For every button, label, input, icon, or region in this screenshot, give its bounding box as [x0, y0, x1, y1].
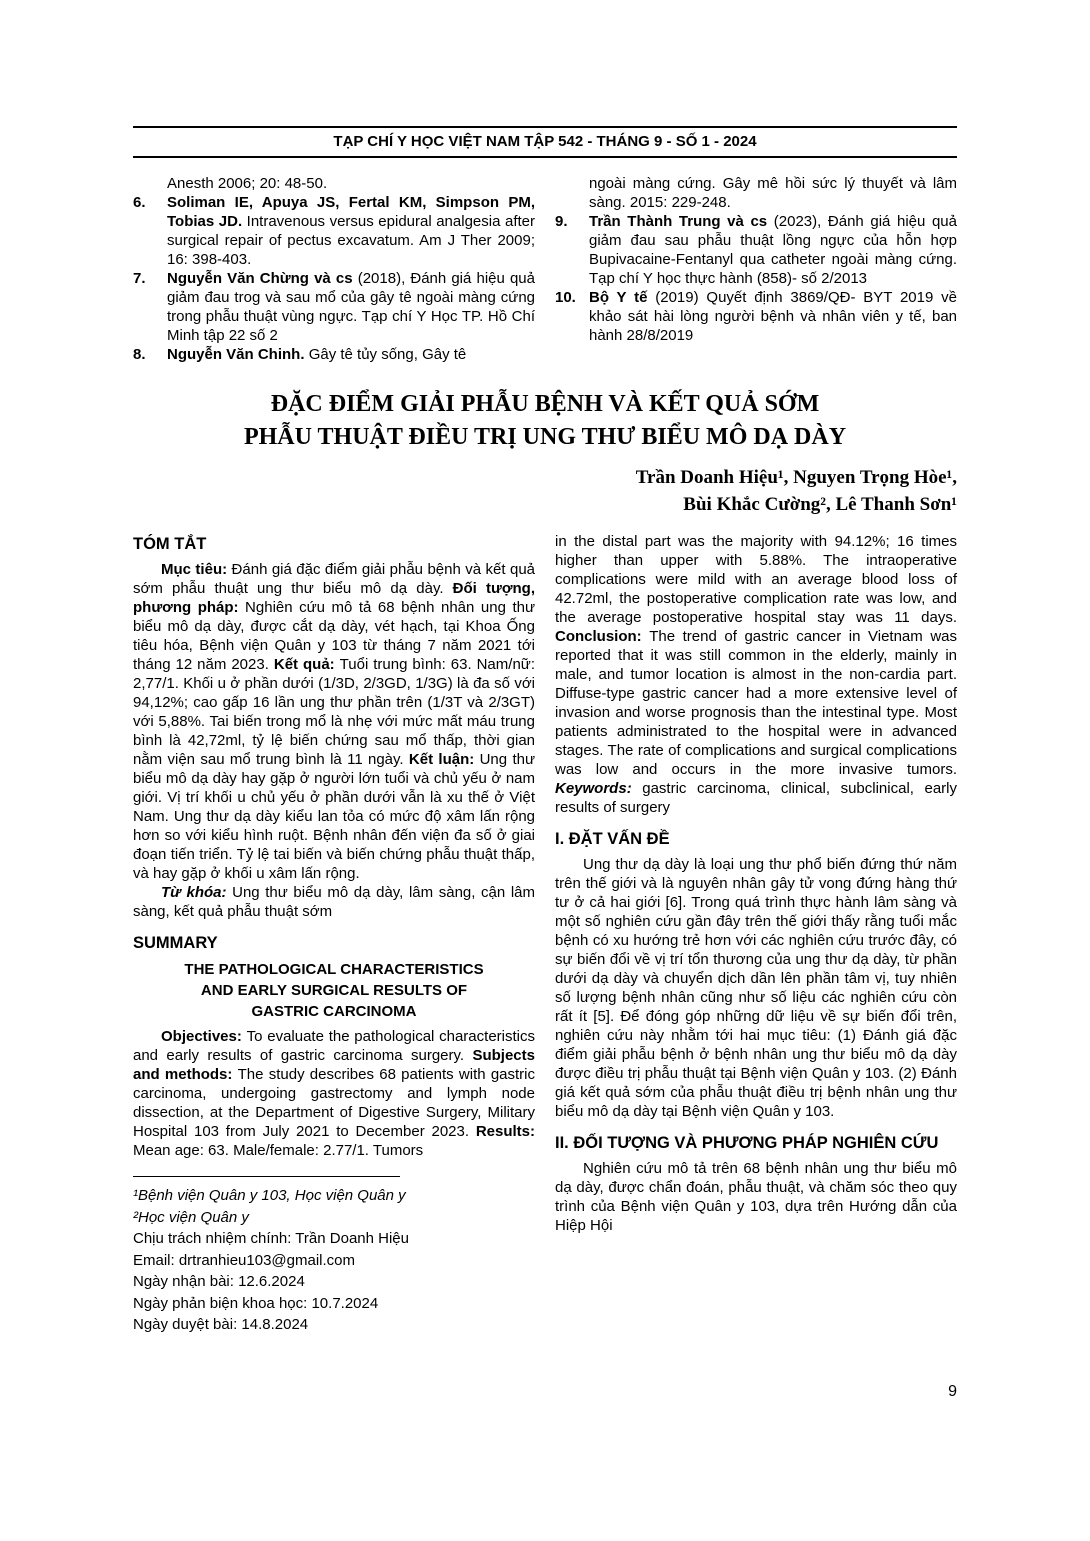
- footnote-review-date: Ngày phản biện khoa học: 10.7.2024: [133, 1294, 379, 1312]
- reference-continuation: [555, 174, 957, 212]
- reference-text: Trần Thành Trung và cs (2023), Đánh giá hiệu quả giảm đau sau phẫu thuật lồng ngực của hỗn hợp Bupivacaine-Fentanyl qua catheter ngoài màng cứng. Tạp chí Y học thực hành (858)- số 2/2013: [589, 213, 957, 287]
- reference-item-9: [555, 212, 957, 288]
- references-right-column: [555, 174, 957, 364]
- reference-item-8: [133, 345, 535, 364]
- references-left-column: [133, 174, 535, 364]
- reference-item-7: [133, 269, 535, 345]
- footnote-separator: [133, 1176, 400, 1177]
- right-column: [555, 532, 957, 1336]
- abstract-en-body-left: Objectives: To evaluate the pathological characteristics and early results of gastric carcinoma surgery. Subjects and methods: The study describes 68 patients with gastric carcinoma, undergoing gastrectomy and lymph node dissection, at the Department of Digestive Surgery, Military Hospital 103 from July 2021 to December 2023. Results: Mean age: 63. Male/female: 2.77/1. Tumors: [133, 1028, 535, 1159]
- footnote-accepted-date: Ngày duyệt bài: 14.8.2024: [133, 1316, 309, 1333]
- abstract-vi-keywords: Từ khóa: Ung thư biểu mô dạ dày, lâm sàng, cận lâm sàng, kết quả phẫu thuật sớm: [133, 884, 535, 920]
- left-column: [133, 532, 535, 1336]
- abstract-en-heading: SUMMARY: [133, 934, 218, 952]
- authors-line-1: Trần Doanh Hiệu¹, Nguyen Trọng Hòe¹,: [635, 467, 957, 488]
- footnote-affiliation-2: ²Học viện Quân y: [133, 1208, 249, 1226]
- references-section: [133, 174, 957, 364]
- journal-header-title: TẠP CHÍ Y HỌC VIỆT NAM TẬP 542 - THÁNG 9 - SỐ 1 - 2024: [333, 133, 757, 150]
- reference-text: Nguyễn Văn Chừng và cs (2018), Đánh giá hiệu quả giảm đau trog và sau mổ của gây tê ngoài màng cứng trong phẫu thuật vùng ngực. Tạp chí Y Học TP. Hồ Chí Minh tập 22 số 2: [167, 270, 535, 344]
- article-title-line-2: PHẪU THUẬT ĐIỀU TRỊ UNG THƯ BIỂU MÔ DẠ DÀY: [243, 424, 847, 450]
- reference-item-10: [555, 288, 957, 345]
- abstract-en-body-right: in the distal part was the majority with 94.12%; 16 times higher than upper with 5.88%. The intraoperative complications were mild with an average blood loss of 42.72ml, the postoperative complication rate was low, and the average postoperative hospital stay was 11 days. Conclusion: The trend of gastric cancer in Vietnam was reported that it was still common in the elderly, mainly in male, and tumor location is almost in the non-cardia part. Diffuse-type gastric cancer had a more extensive level of invasion and worse prognosis than the intestinal type. Most patients administrated to the hospital were in advanced stages. The rate of complications and surgical complications was low and occurs in the more invasive tumors. Keywords: gastric carcinoma, clinical, subclinical, early results of surgery: [555, 533, 958, 816]
- reference-item-6: [133, 193, 535, 269]
- section-1-heading: I. ĐẶT VẤN ĐỀ: [555, 830, 670, 848]
- footnote-affiliation-1: ¹Bệnh viện Quân y 103, Học viện Quân y: [133, 1187, 406, 1204]
- abstract-vi-body: Mục tiêu: Đánh giá đặc điểm giải phẫu bệnh và kết quả sớm phẫu thuật ung thư biểu mô dạ dày. Đối tượng, phương pháp: Nghiên cứu mô tả 68 bệnh nhân ung thư biểu mô dạ dày, được cắt dạ dày, vét hạch, tại Khoa Ống tiêu hóa, Bệnh viện Quân y 103 từ tháng 7 năm 2021 tới tháng 12 năm 2023. Kết quả: Tuổi trung bình: 63. Nam/nữ: 2,77/1. Khối u ở phần dưới (1/3D, 2/3GD, 1/3G) là đa số với 94,12%; cao gấp 16 lần ung thư phần trên (1/3T và 2/3GT) với 5,88%. Tai biến trong mổ là nhẹ với mức mất máu trung bình là 42,72ml, tỷ lệ biến chứng sau mổ thấp, thời gian nằm viện sau mổ trung bình là 11 ngày. Kết luận: Ung thư biểu mô dạ dày hay gặp ở người lớn tuổi và chủ yếu ở nam giới. Vị trí khối u chủ yếu ở phần dưới vẫn là xu thế ở Việt Nam. Ung thư dạ dày kiểu lan tỏa có mức độ xâm lấn rộng hơn so với kiểu hình ruột. Bệnh nhân đến viện đa số ở giai đoạn tiến triển. Tỷ lệ tai biến và biến chứng phẫu thuật thấp, và hay gặp ở khối u xâm lấn rộng.: [133, 561, 535, 882]
- reference-number: [555, 174, 589, 212]
- reference-text: Soliman IE, Apuya JS, Fertal KM, Simpson PM, Tobias JD. Intravenous versus epidural analgesia after surgical repair of pectus excavatum. Am J Ther 2009; 16: 398-403.: [167, 194, 535, 268]
- abstract-en-title: [133, 959, 535, 1022]
- article-body: [133, 532, 957, 1336]
- abstract-en-title-line-1: THE PATHOLOGICAL CHARACTERISTICS: [184, 961, 484, 978]
- authors-line-2: Bùi Khắc Cường², Lê Thanh Sơn¹: [683, 494, 957, 515]
- journal-header: [133, 126, 957, 158]
- reference-text: Anesth 2006; 20: 48-50.: [167, 175, 328, 192]
- reference-number: 9.: [555, 213, 568, 230]
- abstract-en-title-line-2: AND EARLY SURGICAL RESULTS OF: [200, 982, 468, 999]
- page-number: 9: [948, 1383, 957, 1400]
- article-title: [133, 388, 957, 454]
- reference-number: 8.: [133, 346, 146, 363]
- reference-number: 7.: [133, 270, 146, 287]
- section-1-body: Ung thư dạ dày là loại ung thư phổ biến đứng thứ năm trên thế giới và là nguyên nhân gây tử vong đứng hàng thứ tư ở cả hai giới [6]. Trong quá trình thực hành lâm sàng và một số nghiên cứu gần đây trên thế giới thấy rằng tuổi mắc bệnh có xu hướng trẻ hơn với các nghiên cứu trước đây, có sự biến đổi về vị trí tổn thương của ung thư dạ dày, từ phần dưới dạ dày và chuyển dịch dần lên phần tâm vị, tuy nhiên số lượng bệnh nhân cũng như số liệu các nghiên cứu còn rất ít [5]. Để đóng góp những dữ liệu về sự biến đổi trên, nghiên cứu này nhằm tới hai mục tiêu: (1) Đánh giá đặc điểm giải phẫu bệnh ở bệnh nhân ung thư biểu mô dạ dày được điều trị phẫu thuật tại Bệnh viện Quân y 103. (2) Đánh giá kết quả sớm của phẫu thuật điều trị bệnh nhân ung thư biểu mô dạ dày tại Bệnh viện Quân y 103.: [555, 856, 957, 1120]
- reference-number: 10.: [555, 289, 576, 306]
- footnote-corresponding-author: Chịu trách nhiệm chính: Trần Doanh Hiệu: [133, 1230, 409, 1247]
- reference-text: Nguyễn Văn Chinh. Gây tê tủy sống, Gây tê: [167, 346, 467, 363]
- footnotes: [133, 1185, 535, 1336]
- article-title-line-1: ĐẶC ĐIỂM GIẢI PHẪU BỆNH VÀ KẾT QUẢ SỚM: [270, 391, 820, 417]
- abstract-vi-heading: TÓM TẮT: [133, 535, 207, 553]
- section-2-heading: II. ĐỐI TƯỢNG VÀ PHƯƠNG PHÁP NGHIÊN CỨU: [555, 1134, 939, 1152]
- reference-text: ngoài màng cứng. Gây mê hồi sức lý thuyết và lâm sàng. 2015: 229-248.: [589, 175, 957, 211]
- reference-number: [133, 174, 167, 193]
- section-2-body: Nghiên cứu mô tả trên 68 bệnh nhân ung thư biểu mô dạ dày, được chẩn đoán, phẫu thuật, và chăm sóc theo quy trình của Bệnh viện Quân y 103, dựa trên Hướng dẫn của Hiệp Hội: [555, 1160, 957, 1234]
- footnote-received-date: Ngày nhận bài: 12.6.2024: [133, 1273, 305, 1290]
- article-authors: [133, 464, 957, 518]
- abstract-en-title-line-3: GASTRIC CARCINOMA: [251, 1003, 417, 1020]
- reference-continuation: [133, 174, 535, 193]
- footnote-email: Email: drtranhieu103@gmail.com: [133, 1251, 355, 1269]
- reference-number: 6.: [133, 194, 146, 211]
- reference-text: Bộ Y tế (2019) Quyết định 3869/QĐ- BYT 2019 về khảo sát hài lòng người bệnh và nhân viên y tế, ban hành 28/8/2019: [589, 289, 957, 344]
